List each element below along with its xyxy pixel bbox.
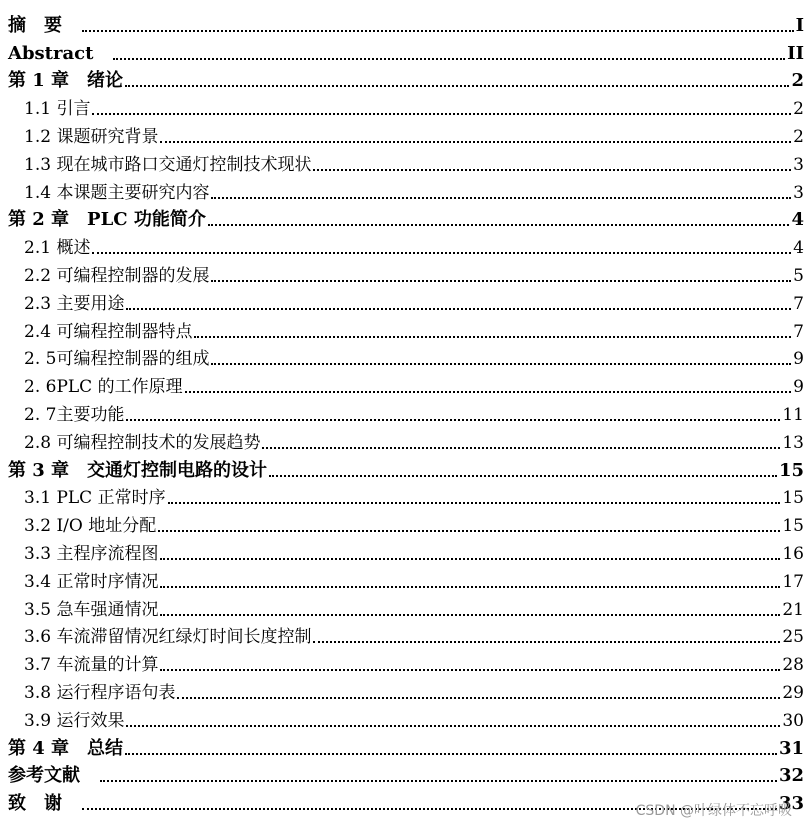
toc-entry-title: Abstract [8, 42, 112, 64]
toc-page-number: 5 [793, 265, 804, 286]
toc-dot-leader [160, 669, 780, 671]
toc-page-number: 9 [793, 349, 804, 370]
toc-entry-title: 3.7 车流量的计算 [24, 655, 159, 676]
toc-entry-title: 2. 6PLC 的工作原理 [24, 377, 183, 398]
toc-dot-leader [92, 113, 791, 115]
toc-page-number: 2 [791, 70, 804, 92]
toc-dot-leader [313, 641, 780, 643]
toc-dot-leader [160, 586, 780, 588]
toc-section-entry[interactable] [8, 259, 804, 287]
toc-chapter-entry[interactable] [8, 732, 804, 760]
toc-page-number: 28 [782, 655, 804, 676]
toc-dot-leader [208, 224, 790, 226]
toc-chapter-entry[interactable] [8, 9, 804, 37]
toc-section-entry[interactable] [8, 537, 804, 565]
toc-section-entry[interactable] [8, 370, 804, 398]
toc-page-number: 13 [782, 432, 804, 453]
toc-section-entry[interactable] [8, 398, 804, 426]
toc-entry-title: 第 4 章 总结 [8, 737, 124, 759]
toc-dot-leader [92, 252, 791, 254]
toc-dot-leader [211, 363, 791, 365]
toc-page-number: 7 [793, 293, 804, 314]
toc-dot-leader [160, 558, 780, 560]
toc-page-number: 33 [778, 793, 804, 815]
toc-dot-leader [211, 280, 791, 282]
toc-entry-title: 3.9 运行效果 [24, 710, 125, 731]
toc-section-entry[interactable] [8, 565, 804, 593]
toc-entry-title: 3.6 车流滞留情况红绿灯时间长度控制 [24, 627, 312, 648]
toc-entry-title: 2.1 概述 [24, 238, 91, 259]
toc-chapter-entry[interactable] [8, 454, 804, 482]
toc-page-number: 15 [778, 459, 804, 481]
toc-dot-leader [269, 475, 777, 477]
toc-dot-leader [126, 419, 780, 421]
toc-entry-title: 第 2 章 PLC 功能简介 [8, 209, 206, 231]
toc-page-number: 15 [782, 488, 804, 509]
toc-entry-title: 1.2 课题研究背景 [24, 126, 159, 147]
toc-dot-leader [160, 141, 791, 143]
toc-section-entry[interactable] [8, 287, 804, 315]
toc-page-number: 4 [791, 209, 804, 231]
toc-section-entry[interactable] [8, 426, 804, 454]
toc-dot-leader [194, 336, 791, 338]
toc-entry-title: 参考文献 [8, 765, 98, 787]
toc-entry-title: 3.8 运行程序语句表 [24, 682, 176, 703]
toc-page-number: 21 [782, 599, 804, 620]
toc-entry-title: 2.3 主要用途 [24, 293, 125, 314]
toc-entry-title: 2. 5可编程控制器的组成 [24, 349, 210, 370]
toc-entry-title: 致 谢 [8, 793, 80, 815]
toc-page-number: II [787, 42, 804, 64]
table-of-contents [8, 9, 804, 815]
toc-page-number: 32 [778, 765, 804, 787]
toc-entry-title: 2.2 可编程控制器的发展 [24, 265, 210, 286]
toc-entry-title: 3.4 正常时序情况 [24, 571, 159, 592]
toc-page-number: 4 [793, 238, 804, 259]
toc-dot-leader [126, 308, 791, 310]
toc-chapter-entry[interactable] [8, 760, 804, 788]
toc-section-entry[interactable] [8, 315, 804, 343]
toc-page-number: 7 [793, 321, 804, 342]
toc-page-number: 16 [782, 543, 804, 564]
toc-section-entry[interactable] [8, 343, 804, 371]
toc-dot-leader [125, 85, 789, 87]
toc-page-number: 17 [782, 571, 804, 592]
toc-page-number: 3 [793, 182, 804, 203]
toc-section-entry[interactable] [8, 621, 804, 649]
toc-section-entry[interactable] [8, 482, 804, 510]
toc-page-number: 9 [793, 377, 804, 398]
toc-page-number: 29 [782, 682, 804, 703]
toc-dot-leader [100, 780, 777, 782]
toc-page-number: I [795, 14, 804, 36]
toc-page-number: 2 [793, 126, 804, 147]
toc-entry-title: 3.3 主程序流程图 [24, 543, 159, 564]
toc-dot-leader [82, 30, 794, 32]
toc-section-entry[interactable] [8, 704, 804, 732]
toc-dot-leader [160, 614, 780, 616]
toc-entry-title: 1.1 引言 [24, 99, 91, 120]
toc-dot-leader [125, 753, 777, 755]
toc-chapter-entry[interactable] [8, 65, 804, 93]
toc-page-number: 15 [782, 516, 804, 537]
toc-entry-title: 3.2 I/O 地址分配 [24, 516, 157, 537]
toc-entry-title: 2.8 可编程控制技术的发展趋势 [24, 432, 261, 453]
toc-dot-leader [313, 169, 791, 171]
toc-section-entry[interactable] [8, 148, 804, 176]
toc-page-number: 30 [782, 710, 804, 731]
toc-entry-title: 3.1 PLC 正常时序 [24, 488, 166, 509]
toc-entry-title: 2.4 可编程控制器特点 [24, 321, 193, 342]
toc-dot-leader [177, 697, 780, 699]
toc-section-entry[interactable] [8, 593, 804, 621]
toc-entry-title: 2. 7主要功能 [24, 404, 125, 425]
toc-section-entry[interactable] [8, 176, 804, 204]
toc-section-entry[interactable] [8, 231, 804, 259]
toc-entry-title: 1.4 本课题主要研究内容 [24, 182, 210, 203]
toc-page-number: 3 [793, 154, 804, 175]
toc-section-entry[interactable] [8, 648, 804, 676]
toc-dot-leader [168, 502, 781, 504]
toc-page-number: 25 [782, 627, 804, 648]
toc-chapter-entry[interactable] [8, 204, 804, 232]
watermark: CSDN @叶绿体不忘呼吸 [635, 803, 792, 819]
toc-entry-title: 3.5 急车强通情况 [24, 599, 159, 620]
toc-dot-leader [126, 725, 780, 727]
toc-dot-leader [262, 447, 780, 449]
toc-entry-title: 第 1 章 绪论 [8, 70, 124, 92]
toc-entry-title: 1.3 现在城市路口交通灯控制技术现状 [24, 154, 312, 175]
toc-section-entry[interactable] [8, 676, 804, 704]
toc-section-entry[interactable] [8, 509, 804, 537]
toc-page-number: 11 [782, 404, 804, 425]
toc-dot-leader [185, 391, 792, 393]
toc-page-number: 2 [793, 99, 804, 120]
toc-dot-leader [158, 530, 780, 532]
toc-dot-leader [113, 58, 785, 60]
toc-entry-title: 第 3 章 交通灯控制电路的设计 [8, 459, 268, 481]
toc-section-entry[interactable] [8, 120, 804, 148]
toc-chapter-entry[interactable] [8, 37, 804, 65]
toc-entry-title: 摘 要 [8, 14, 80, 36]
toc-section-entry[interactable] [8, 92, 804, 120]
toc-page-number: 31 [778, 737, 804, 759]
toc-dot-leader [211, 197, 791, 199]
